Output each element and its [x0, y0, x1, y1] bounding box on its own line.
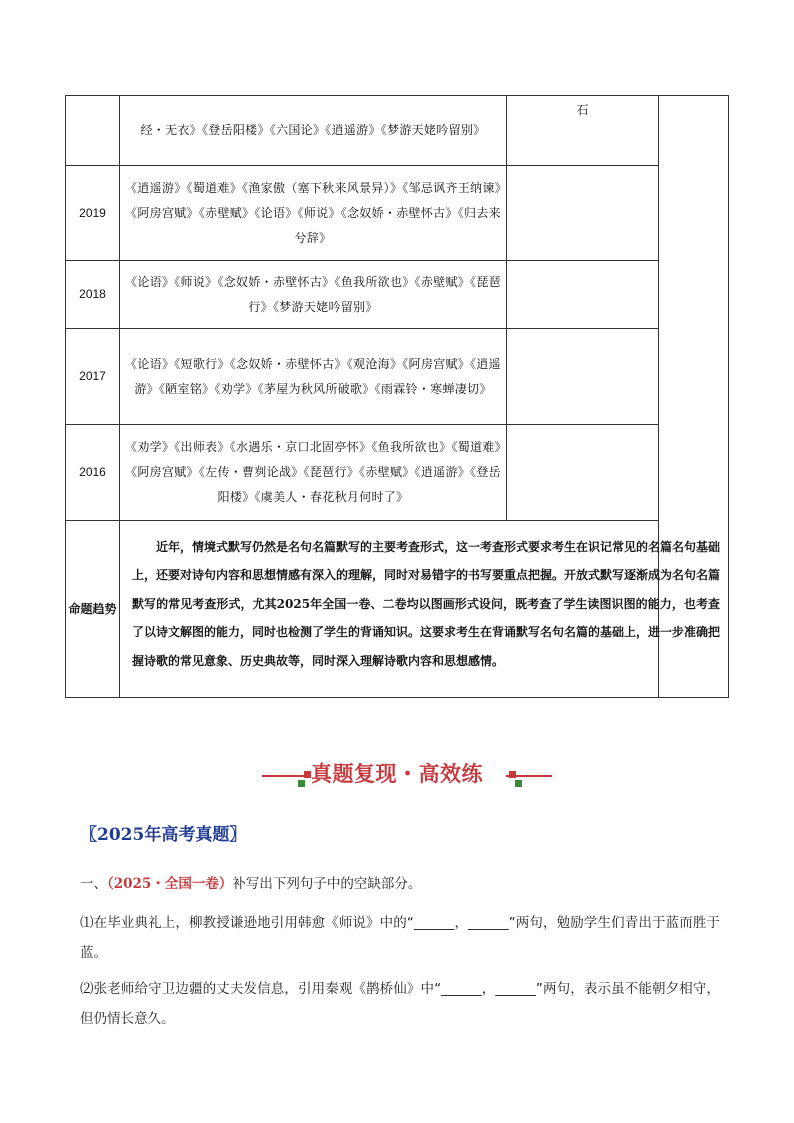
works-cell: 经・无衣》《登岳阳楼》《六国论》《逍遥游》《梦游天姥吟留别》 [120, 96, 507, 166]
question-item-1: ⑴在毕业典礼上，柳教授谦逊地引用韩愈《师说》中的“______，______”两句，勉励学生们青出于蓝而胜于蓝。 [80, 915, 720, 961]
trend-text-cell: 近年，情境式默写仍然是名句名篇默写的主要考查形式，这一考查形式要求考生在识记常见的名篇名句基础上，还要对诗句内容和思想情感有深入的理解，同时对易错字的书写要重点把握。开放式默写逐渐成为名句名篇默写的常见考查形式，尤其2025年全国一卷、二卷均以图画形式设问，既考查了学生读图识图的能力，也考查了以诗文解图的能力，同时也检测了学生的背诵知识。这要求考生在背诵默写名句名篇的基础上，进一步准确把握诗歌的常见意象、历史典故等，同时深入理解诗歌内容和思想感情。 [120, 521, 729, 698]
question-item-2: ⑵张老师给守卫边疆的丈夫发信息，引用秦观《鹊桥仙》中“______，______”两句，表示虽不能朝夕相守，但仍情长意久。 [80, 981, 720, 1027]
question-source: （2025・全国一卷） [107, 876, 233, 892]
table-row [66, 261, 729, 329]
table-row [66, 425, 729, 521]
year-cell: 2016 [66, 425, 120, 521]
question-intro [80, 872, 421, 892]
banner-title: 真题复现・高效练 [311, 762, 483, 786]
works-cell: 《逍遥游》《蜀道难》《渔家傲（塞下秋来风景异）》《邹忌讽齐王纳谏》《阿房宫赋》《赤壁赋》《论语》《师说》《念奴娇・赤壁怀古》《归去来兮辞》 [120, 166, 507, 261]
table-row [66, 329, 729, 425]
category-cell [507, 261, 659, 329]
table-row [66, 166, 729, 261]
section-banner [0, 757, 794, 791]
category-cell [507, 329, 659, 425]
year-cell: 2018 [66, 261, 120, 329]
question-instruction: 补写出下列句子中的空缺部分。 [232, 876, 422, 892]
category-cell [507, 425, 659, 521]
category-cell: 石 [507, 96, 659, 166]
year-cell: 2019 [66, 166, 120, 261]
question-number: 一、 [80, 876, 107, 892]
exam-summary-table [65, 95, 729, 698]
works-cell: 《论语》《短歌行》《念奴娇・赤壁怀古》《观沧海》《阿房宫赋》《逍遥游》《陋室铭》《劝学》《茅屋为秋风所破歌》《雨霖铃・寒蝉凄切》 [120, 329, 507, 425]
section-heading: 〖2025年高考真题〗 [80, 825, 247, 845]
trend-label-cell: 命题趋势 [66, 521, 120, 698]
year-cell [66, 96, 120, 166]
category-cell [507, 166, 659, 261]
trend-row [66, 521, 729, 698]
works-cell: 《劝学》《出师表》《水遇乐・京口北固亭怀》《鱼我所欲也》《蜀道难》《阿房宫赋》《左传・曹刿论战》《琵琶行》《赤壁赋》《逍遥游》《登岳阳楼》《虞美人・春花秋月何时了》 [120, 425, 507, 521]
table-row [66, 96, 729, 166]
year-cell: 2017 [66, 329, 120, 425]
banner-right-line [506, 775, 552, 777]
banner-right-green-square [515, 780, 522, 787]
works-cell: 《论语》《师说》《念奴娇・赤壁怀古》《鱼我所欲也》《赤壁赋》《琵琶行》《梦游天姥吟留别》 [120, 261, 507, 329]
